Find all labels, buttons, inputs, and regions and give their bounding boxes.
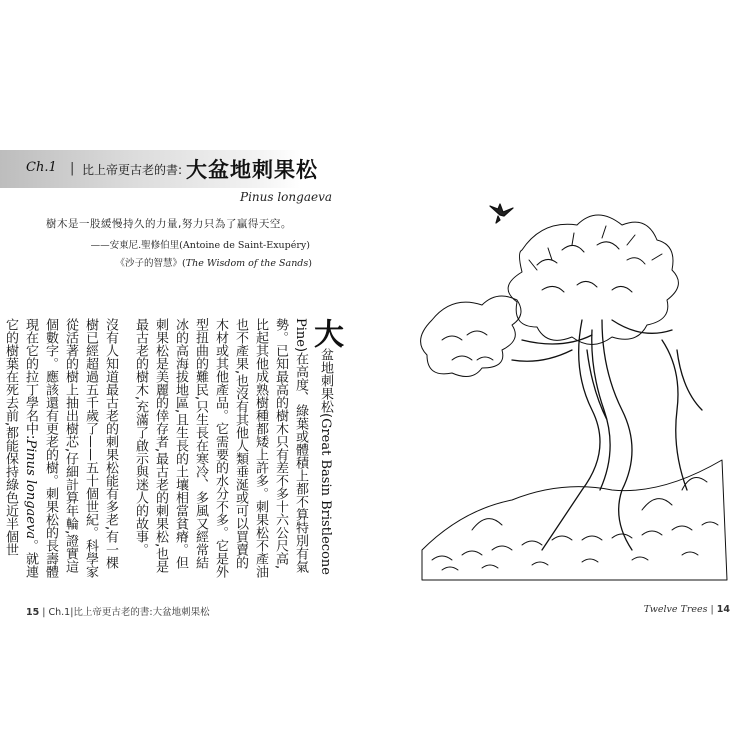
chapter-number: Ch.1 bbox=[26, 160, 57, 175]
rocky-ground bbox=[422, 460, 727, 580]
tree-canopy bbox=[421, 215, 679, 377]
folio-right-separator: | bbox=[710, 604, 714, 615]
para2-rest: 。就連它的樹葉在死去前,都能保持綠色近半個世 bbox=[3, 318, 38, 579]
folio-right bbox=[644, 604, 730, 615]
body-paragraph-1 bbox=[130, 318, 343, 580]
latin-name: Pinus longaeva bbox=[240, 190, 333, 204]
epigraph-source: 《沙子的智慧》(The Wisdom of the Sands) bbox=[115, 258, 312, 269]
page-number-right: 14 bbox=[716, 604, 730, 615]
para2-latin: Pinus longaeva bbox=[23, 439, 38, 540]
para1-rest: )在高度、綠葉或體積上都不算特別有氣勢。已知最高的樹木只有差不多十六公尺高,比起其他成熟樹種都矮上許多。刺果松不產油也不產果,也沒有其他人類垂涎或可以買賣的木材或其他產品。它需要的水分不多。它是外型扭曲的難民,只生長在寒冷、多風又經常結冰的高海拔地區,且生長的土壤相當貧瘠。但刺果松是美麗的倖存者,最古老的刺果松,也是最古老的樹木,充滿了啟示與迷人的故事。 bbox=[133, 318, 308, 578]
para2-start: 沒有人知道最古老的刺果松能有多老,有一棵樹已經超過五千歲了——五十個世紀。科學家從活著的樹上抽出樹芯,仔細計算年輪,證實這個數字。應該還有更老的樹。刺果松的長壽體現在它的拉丁學名中: bbox=[23, 318, 118, 578]
chapter-subtitle: 比上帝更古老的書: bbox=[82, 163, 183, 177]
epigraph-author: ——安東尼.聖修伯里(Antoine de Saint-Exupéry) bbox=[90, 240, 310, 251]
epigraph-source-chinese: 《沙子的智慧》 bbox=[115, 258, 183, 269]
body-text bbox=[3, 318, 343, 580]
chapter-title: 大盆地刺果松 bbox=[186, 158, 318, 182]
bristlecone-pine-illustration bbox=[412, 190, 732, 590]
folio-left-separator: | bbox=[42, 607, 46, 618]
running-head-left: |比上帝更古老的書:大盆地刺果松 bbox=[70, 607, 210, 618]
folio-left-chapter: Ch.1 bbox=[48, 607, 71, 618]
bird-icon bbox=[490, 204, 513, 223]
epigraph-text: 樹木是一股緩慢持久的力量,努力只為了贏得天空。 bbox=[46, 218, 292, 230]
page-number-left: 15 bbox=[26, 607, 40, 618]
tree-trunk bbox=[512, 320, 702, 550]
drop-cap: 大 bbox=[308, 318, 343, 348]
running-head-right: Twelve Trees bbox=[643, 604, 708, 615]
body-paragraph-2 bbox=[0, 318, 120, 580]
para1-latin: Great Basin Bristlecone Pine bbox=[293, 318, 333, 575]
para1-start: 盆地刺果松( bbox=[318, 348, 333, 419]
folio-left bbox=[26, 604, 210, 618]
epigraph-source-english: The Wisdom of the Sands bbox=[185, 258, 309, 269]
chapter-separator: | bbox=[70, 161, 75, 176]
